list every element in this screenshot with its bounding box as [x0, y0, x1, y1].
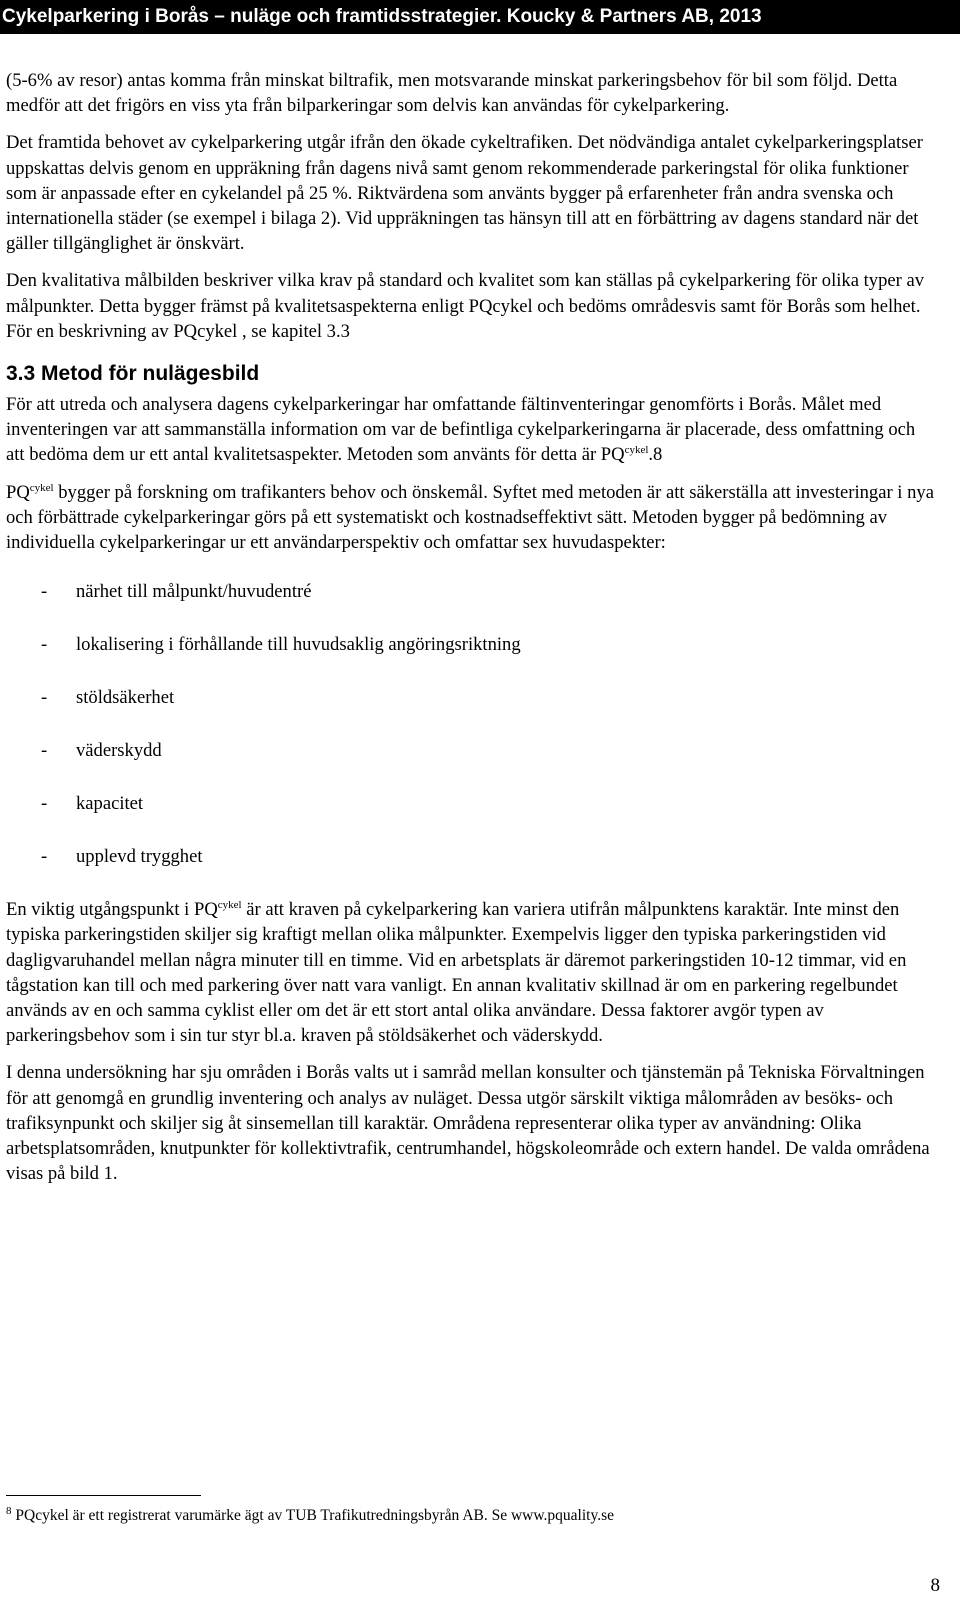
- list-item: - väderskydd: [41, 740, 162, 762]
- paragraph-5-text: bygger på forskning om trafikanters behov och önskemål. Syftet med metoden är att säkerställa att investeringar i nya och förbättrade cykelparkeringar görs på ett systematiskt och kostnadseffektivt sätt. Metoden bygger på bedömning av individuella cykelparkeringar ur ett användarperspektiv och omfattar sex huvudaspekter:: [6, 481, 934, 554]
- running-header: [0, 0, 960, 34]
- list-item: - lokalisering i förhållande till huvudsaklig angöringsriktning: [41, 634, 521, 656]
- paragraph-3: Den kvalitativa målbilden beskriver vilka krav på standard och kvalitet som kan ställas på cykelparkering för olika typer av målpunkter. Detta bygger främst på kvalitetsaspekterna enligt PQcykel och bedöms områdesvis samt för Borås som helhet. För en beskrivning av PQcykel , se kapitel 3.3: [6, 270, 925, 342]
- list-item: - kapacitet: [41, 793, 144, 815]
- list-dash: -: [41, 634, 48, 656]
- paragraph-6: En viktig utgångspunkt i $PQ^{cykel}$ är att kraven på cykelparkering kan variera utifrån målpunktens karaktär. Inte minst den typiska parkeringstiden skiljer sig kraftigt mellan olika målpunkter. Exempelvis ligger den typiska parkeringstiden vid dagligvaruhandel mellan några minuter till en timme. Vid en arbetsplats är däremot parkeringstiden 10-12 timmar, vid en tågstation kan till och med parkering över natt vara vanligt. En annan kvalitativ skillnad är om en parkering regelbundet används av en och samma cyklist eller om det är ett stort antal olika användare. Dessa faktorer avgör typen av parkeringsbehov som i sin tur styr bl.a. kraven på stöldsäkerhet och väderskydd.: [6, 899, 907, 1047]
- page-number: 8: [930, 1575, 940, 1596]
- paragraph-7: I denna undersökning har sju områden i Borås valts ut i samråd mellan konsulter och tjänstemän på Tekniska Förvaltningen för att genomgå en grundlig inventering och analys av nuläget. Dessa utgör särskilt viktiga målområden av besöks- och trafiksynpunkt och skiljer sig åt sinsemellan till karaktär. Områdena representerar olika typer av användning: Olika arbetsplatsområden, knutpunkter för kollektivtrafik, centrumhandel, högskoleområde och extern handel. De valda områdena visas på bild 1.: [6, 1062, 930, 1185]
- list-item: - stöldsäkerhet: [41, 687, 175, 709]
- paragraph-4-text: För att utreda och analysera dagens cykelparkeringar har omfattande fältinventeringar genomförts i Borås. Målet med inventeringen var att sammanställa information om var de befintliga cykelparkeringarna är placerade, dess omfattning och att bedöma dem ur ett antal kvalitetsaspekter. Metoden som använts för detta är PQ: [6, 394, 916, 466]
- list-dash: -: [41, 793, 48, 815]
- list-dash: -: [41, 687, 48, 709]
- list-dash: -: [41, 846, 48, 868]
- section-heading: 3.3 Metod för nulägesbild: [6, 362, 260, 386]
- superscript-cykel: cykel: [217, 899, 242, 912]
- list-dash: -: [41, 740, 48, 762]
- list-dash: -: [41, 581, 48, 603]
- document-body: [6, 68, 938, 1198]
- pq-label: PQ: [6, 481, 30, 503]
- header-title: Cykelparkering i Borås – nuläge och framtidsstrategier. Koucky & Partners AB, 2013: [2, 6, 762, 27]
- footnote-separator: [6, 1495, 201, 1496]
- footnote-text: PQcykel är ett registrerat varumärke ägt av TUB Trafikutredningsbyrån AB. Se www.pquality.se: [11, 1507, 615, 1524]
- list-item: - upplevd trygghet: [41, 846, 203, 868]
- paragraph-4: [6, 392, 938, 468]
- list-item: - närhet till målpunkt/huvudentré: [41, 581, 312, 603]
- superscript-cykel: cykel: [29, 481, 54, 494]
- footnote-ref[interactable]: .8: [648, 444, 663, 466]
- superscript-cykel: cykel: [624, 444, 649, 457]
- footnote-marker: 8: [6, 1504, 12, 1517]
- paragraph-2: Det framtida behovet av cykelparkering utgår ifrån den ökade cykeltrafiken. Det nödvändiga antalet cykelparkeringsplatser uppskattas delvis genom en uppräkning från dagens nivå samt genom rekommenderade parkeringstal för olika funktioner som är anpassade efter en cykelandel på 25 %. Riktvärdena som använts bygger på erfarenheter från andra svenska och internationella städer (se exempel i bilaga 2). Vid uppräkningen tas hänsyn till att en förbättring av dagens standard när det gäller tillgänglighet är önskvärt.: [6, 132, 923, 255]
- paragraph-1: (5-6% av resor) antas komma från minskat biltrafik, men motsvarande minskat parkeringsbehov för bil som följd. Detta medför att det frigörs en viss yta från bilparkeringar som delvis kan användas för cykelparkering.: [6, 70, 898, 117]
- aspect-list: [6, 579, 938, 897]
- footnote: [6, 1506, 936, 1526]
- paragraph-5: [6, 480, 938, 556]
